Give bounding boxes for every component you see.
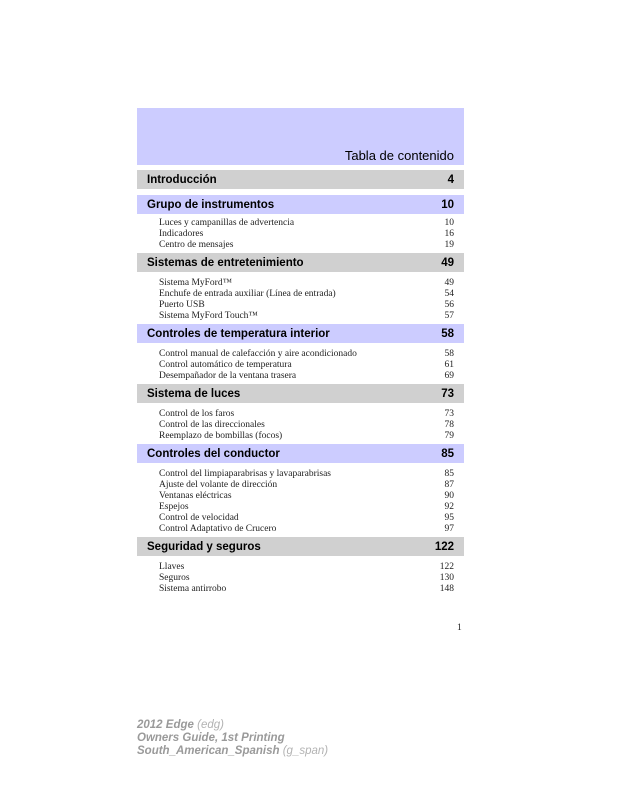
entry-page: 69 [444,371,454,381]
toc-entry[interactable] [159,300,454,311]
toc-entry[interactable] [159,502,454,513]
table-of-contents [137,170,464,597]
toc-entry[interactable] [159,371,454,382]
entry-label: Espejos [159,502,189,512]
entry-page: 16 [444,229,454,239]
entry-label: Control de las direccionales [159,420,265,430]
section-page: 58 [441,327,454,340]
entry-page: 19 [444,240,454,250]
toc-entry[interactable] [159,584,454,595]
entry-page: 61 [444,360,454,370]
section-page: 49 [441,256,454,269]
toc-entry[interactable] [159,480,454,491]
section-page: 73 [441,387,454,400]
footer-model-code: (edg) [197,719,224,731]
section-entries [137,272,464,324]
entry-page: 56 [444,300,454,310]
entry-label: Control de los faros [159,409,235,419]
toc-entry[interactable] [159,573,454,584]
toc-entry[interactable] [159,420,454,431]
entry-page: 130 [439,573,454,583]
section-page: 122 [434,540,454,553]
toc-entry[interactable] [159,491,454,502]
toc-section-header[interactable] [137,444,464,463]
toc-section-header[interactable] [137,170,464,189]
section-entries [137,403,464,444]
entry-page: 49 [444,278,454,288]
toc-section-header[interactable] [137,324,464,343]
footer-line-2: Owners Guide, 1st Printing [137,732,285,744]
entry-page: 54 [444,289,454,299]
page-number: 1 [457,623,462,633]
entry-label: Reemplazo de bombillas (focos) [159,431,283,441]
entry-page: 73 [444,409,454,419]
entry-page: 97 [444,524,454,534]
entry-label: Control Adaptativo de Crucero [159,524,277,534]
toc-entry[interactable] [159,289,454,300]
entry-page: 148 [439,584,454,594]
entry-page: 57 [444,311,454,321]
entry-page: 90 [444,491,454,501]
entry-label: Sistema MyFord™ [159,278,232,288]
toc-entry[interactable] [159,218,454,229]
section-entries [137,463,464,537]
section-title: Controles de temperatura interior [147,327,330,340]
entry-label: Llaves [159,562,185,572]
toc-section-header[interactable] [137,384,464,403]
toc-entry[interactable] [159,240,454,251]
entry-label: Centro de mensajes [159,240,234,250]
section-page: 4 [447,173,454,186]
entry-page: 122 [439,562,454,572]
toc-entry[interactable] [159,229,454,240]
entry-page: 87 [444,480,454,490]
toc-entry[interactable] [159,513,454,524]
section-title: Introducción [147,173,217,186]
footer-line-1 [137,719,328,732]
section-title: Seguridad y seguros [147,540,261,553]
footer-line-3 [137,745,328,758]
toc-section-header[interactable] [137,195,464,214]
entry-label: Sistema MyFord Touch™ [159,311,258,321]
section-entries [137,343,464,384]
section-title: Grupo de instrumentos [147,198,275,211]
entry-label: Enchufe de entrada auxiliar (Línea de entrada) [159,289,336,299]
entry-label: Indicadores [159,229,204,239]
entry-label: Control de velocidad [159,513,239,523]
entry-page: 78 [444,420,454,430]
section-entries [137,556,464,597]
entry-label: Ventanas eléctricas [159,491,232,501]
toc-section-header[interactable] [137,253,464,272]
entry-label: Sistema antirrobo [159,584,227,594]
entry-page: 10 [444,218,454,228]
entry-page: 85 [444,469,454,479]
toc-entry[interactable] [159,311,454,322]
section-title: Sistema de luces [147,387,241,400]
entry-label: Luces y campanillas de advertencia [159,218,295,228]
entry-label: Control del limpiaparabrisas y lavaparabrisas [159,469,332,479]
section-page: 10 [441,198,454,211]
toc-entry[interactable] [159,431,454,442]
toc-entry[interactable] [159,360,454,371]
section-page: 85 [441,447,454,460]
toc-entry[interactable] [159,278,454,289]
page-title: Tabla de contenido [344,148,454,163]
toc-entry[interactable] [159,469,454,480]
header-band [137,108,464,165]
entry-page: 58 [444,349,454,359]
toc-entry[interactable] [159,524,454,535]
footer-language: South_American_Spanish [137,745,280,757]
entry-label: Desempañador de la ventana trasera [159,371,297,381]
footer-model: 2012 Edge [137,719,194,731]
entry-label: Puerto USB [159,300,205,310]
entry-page: 79 [444,431,454,441]
entry-label: Control manual de calefacción y aire acondicionado [159,349,357,359]
footer [137,719,328,758]
entry-label: Seguros [159,573,190,583]
toc-entry[interactable] [159,349,454,360]
footer-language-code: (g_span) [282,745,329,757]
toc-section-header[interactable] [137,537,464,556]
section-entries [137,214,464,253]
entry-label: Control automático de temperatura [159,360,292,370]
toc-entry[interactable] [159,409,454,420]
section-title: Sistemas de entretenimiento [147,256,304,269]
toc-entry[interactable] [159,562,454,573]
entry-label: Ajuste del volante de dirección [159,480,278,490]
entry-page: 92 [444,502,454,512]
section-title: Controles del conductor [147,447,280,460]
entry-page: 95 [444,513,454,523]
